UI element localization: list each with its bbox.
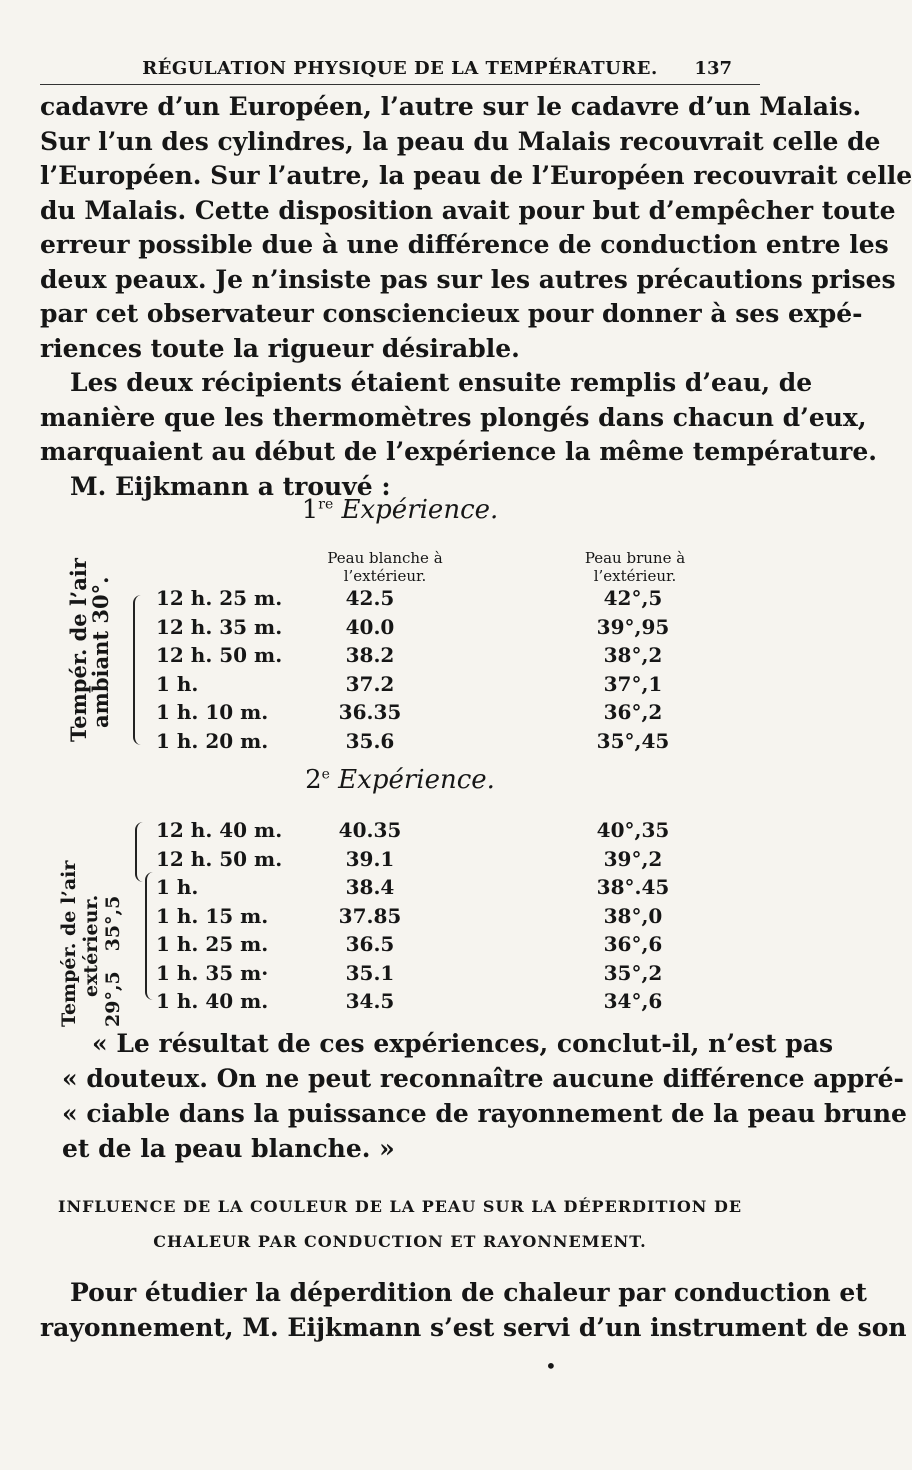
- section-heading-line-1: INFLUENCE DE LA COULEUR DE LA PEAU SUR LA DÉPERDITION DE: [57, 1197, 743, 1216]
- brown-skin-temp-cell: 36°,2: [603, 700, 663, 724]
- running-title: RÉGULATION PHYSIQUE DE LA TEMPÉRATURE.: [142, 58, 658, 79]
- white-skin-temp-cell: 39.1: [345, 846, 395, 871]
- white-skin-temp-cell: 38.2: [345, 643, 395, 667]
- table-row: [0, 932, 800, 961]
- table-row: [0, 904, 800, 933]
- experiment-1-title: [0, 495, 800, 525]
- page-number: 137: [694, 58, 732, 79]
- brown-skin-temp-cell: 37°,1: [603, 671, 663, 696]
- time-cell: 1 h. 35 m·: [156, 960, 269, 985]
- side-label-line: 29°,5 35°,5: [102, 895, 124, 1027]
- brown-skin-temp-cell: 35°,45: [596, 728, 670, 753]
- experiment-label: Expérience.: [338, 765, 495, 795]
- brown-skin-temp-cell: 39°,2: [603, 846, 663, 871]
- section-heading-line-2: CHALEUR PAR CONDUCTION ET RAYONNEMENT.: [153, 1232, 647, 1251]
- time-cell: 12 h. 25 m.: [156, 586, 283, 610]
- white-skin-temp-cell: 35.6: [345, 728, 395, 753]
- paragraph-2: [40, 366, 877, 504]
- text-line: manière que les thermomètres plongés dans chacun d’eux,: [40, 402, 867, 432]
- time-cell: 1 h.: [156, 671, 199, 696]
- text-line: deux peaux. Je n’insiste pas sur les autres précautions prises: [40, 264, 896, 294]
- table-row: [0, 961, 800, 990]
- brown-skin-temp-cell: 34°,6: [603, 989, 663, 1013]
- text-line: Sur l’un des cylindres, la peau du Malais recouvrait celle de: [40, 126, 881, 156]
- text-line: cadavre d’un Européen, l’autre sur le cadavre d’un Malais.: [40, 92, 862, 121]
- column-header-white-skin: [320, 549, 450, 585]
- experiment-2-title: [0, 765, 800, 795]
- experiment-number: 1: [301, 495, 319, 525]
- time-cell: 1 h.: [156, 875, 199, 899]
- brown-skin-temp-cell: 38°.45: [596, 875, 670, 899]
- white-skin-temp-cell: 36.5: [345, 932, 395, 956]
- column-header-line: l’extérieur.: [593, 567, 677, 585]
- experiment-ordinal: re: [318, 496, 334, 513]
- text-line: et de la peau blanche. »: [62, 1134, 395, 1163]
- column-header-line: l’extérieur.: [343, 567, 427, 585]
- brown-skin-temp-cell: 39°,95: [596, 614, 670, 639]
- text-line: M. Eijkmann a trouvé :: [70, 471, 391, 501]
- time-cell: 12 h. 50 m.: [156, 643, 283, 667]
- column-header-line: Peau blanche à: [327, 549, 443, 567]
- text-line: riences toute la rigueur désirable.: [40, 333, 520, 363]
- brown-skin-temp-cell: 40°,35: [596, 818, 670, 842]
- white-skin-temp-cell: 36.35: [338, 700, 402, 724]
- white-skin-temp-cell: 42.5: [345, 586, 395, 610]
- time-cell: 1 h. 40 m.: [156, 989, 269, 1013]
- text-line: rayonnement, M. Eijkmann s’est servi d’un instrument de son: [40, 1312, 907, 1342]
- side-label-line: Tempér. de l’air: [58, 860, 80, 1027]
- running-header: [40, 56, 760, 85]
- time-cell: 1 h. 10 m.: [156, 700, 269, 724]
- text-line: erreur possible due à une différence de conduction entre les: [40, 230, 889, 259]
- text-line: par cet observateur consciencieux pour donner à ses expé-: [40, 299, 863, 328]
- text-line: Pour étudier la déperdition de chaleur par conduction et: [70, 1278, 867, 1307]
- side-label-line: ambiant 30°.: [88, 576, 113, 728]
- white-skin-temp-cell: 40.35: [338, 818, 402, 842]
- text-line: du Malais. Cette disposition avait pour but d’empêcher toute: [40, 195, 896, 225]
- white-skin-temp-cell: 40.0: [345, 614, 395, 639]
- time-cell: 1 h. 25 m.: [156, 932, 269, 956]
- time-cell: 1 h. 20 m.: [156, 728, 269, 753]
- brown-skin-temp-cell: 35°,2: [603, 960, 663, 985]
- table-row: [0, 875, 800, 904]
- text-line: l’Européen. Sur l’autre, la peau de l’Européen recouvrait celle: [40, 161, 912, 190]
- experiment-ordinal: e: [321, 766, 330, 783]
- text-line: « douteux. On ne peut reconnaître aucune différence appré-: [62, 1064, 904, 1093]
- time-cell: 12 h. 50 m.: [156, 846, 283, 871]
- side-label-line: Tempér. de l’air: [66, 558, 91, 742]
- white-skin-temp-cell: 34.5: [345, 989, 395, 1013]
- table-row: [0, 643, 800, 672]
- table-row: [0, 729, 800, 758]
- white-skin-temp-cell: 37.2: [345, 671, 395, 696]
- table-row: [0, 672, 800, 701]
- text-line: Les deux récipients étaient ensuite remplis d’eau, de: [70, 368, 813, 397]
- column-header-line: Peau brune à: [584, 549, 686, 567]
- table-row: [0, 847, 800, 876]
- brown-skin-temp-cell: 38°,2: [603, 643, 663, 667]
- column-header-brown-skin: [570, 549, 700, 585]
- table-row: [0, 700, 800, 729]
- side-label-line: extérieur.: [80, 894, 102, 997]
- time-cell: 12 h. 35 m.: [156, 614, 283, 639]
- experiment-number: 2: [305, 765, 322, 795]
- time-cell: 1 h. 15 m.: [156, 903, 269, 928]
- paragraph-3: [40, 1276, 907, 1345]
- table-row: [0, 615, 800, 644]
- brown-skin-temp-cell: 36°,6: [603, 932, 663, 956]
- paragraph-1: [40, 90, 912, 366]
- table-row: [0, 818, 800, 847]
- text-line: marquaient au début de l’expérience la même température.: [40, 437, 877, 466]
- text-line: « Le résultat de ces expériences, conclut-il, n’est pas: [92, 1029, 834, 1058]
- experiment-label: Expérience.: [341, 495, 499, 525]
- white-skin-temp-cell: 38.4: [345, 875, 395, 899]
- white-skin-temp-cell: 37.85: [338, 903, 402, 928]
- table-row: [0, 989, 800, 1018]
- time-cell: 12 h. 40 m.: [156, 818, 283, 842]
- ink-mark: •: [545, 1354, 557, 1378]
- text-line: « ciable dans la puissance de rayonnement de la peau brune: [62, 1099, 907, 1128]
- brown-skin-temp-cell: 38°,0: [603, 903, 663, 928]
- brown-skin-temp-cell: 42°,5: [603, 586, 663, 610]
- conclusion-quote: [62, 1026, 907, 1166]
- white-skin-temp-cell: 35.1: [345, 960, 395, 985]
- table-row: [0, 586, 800, 615]
